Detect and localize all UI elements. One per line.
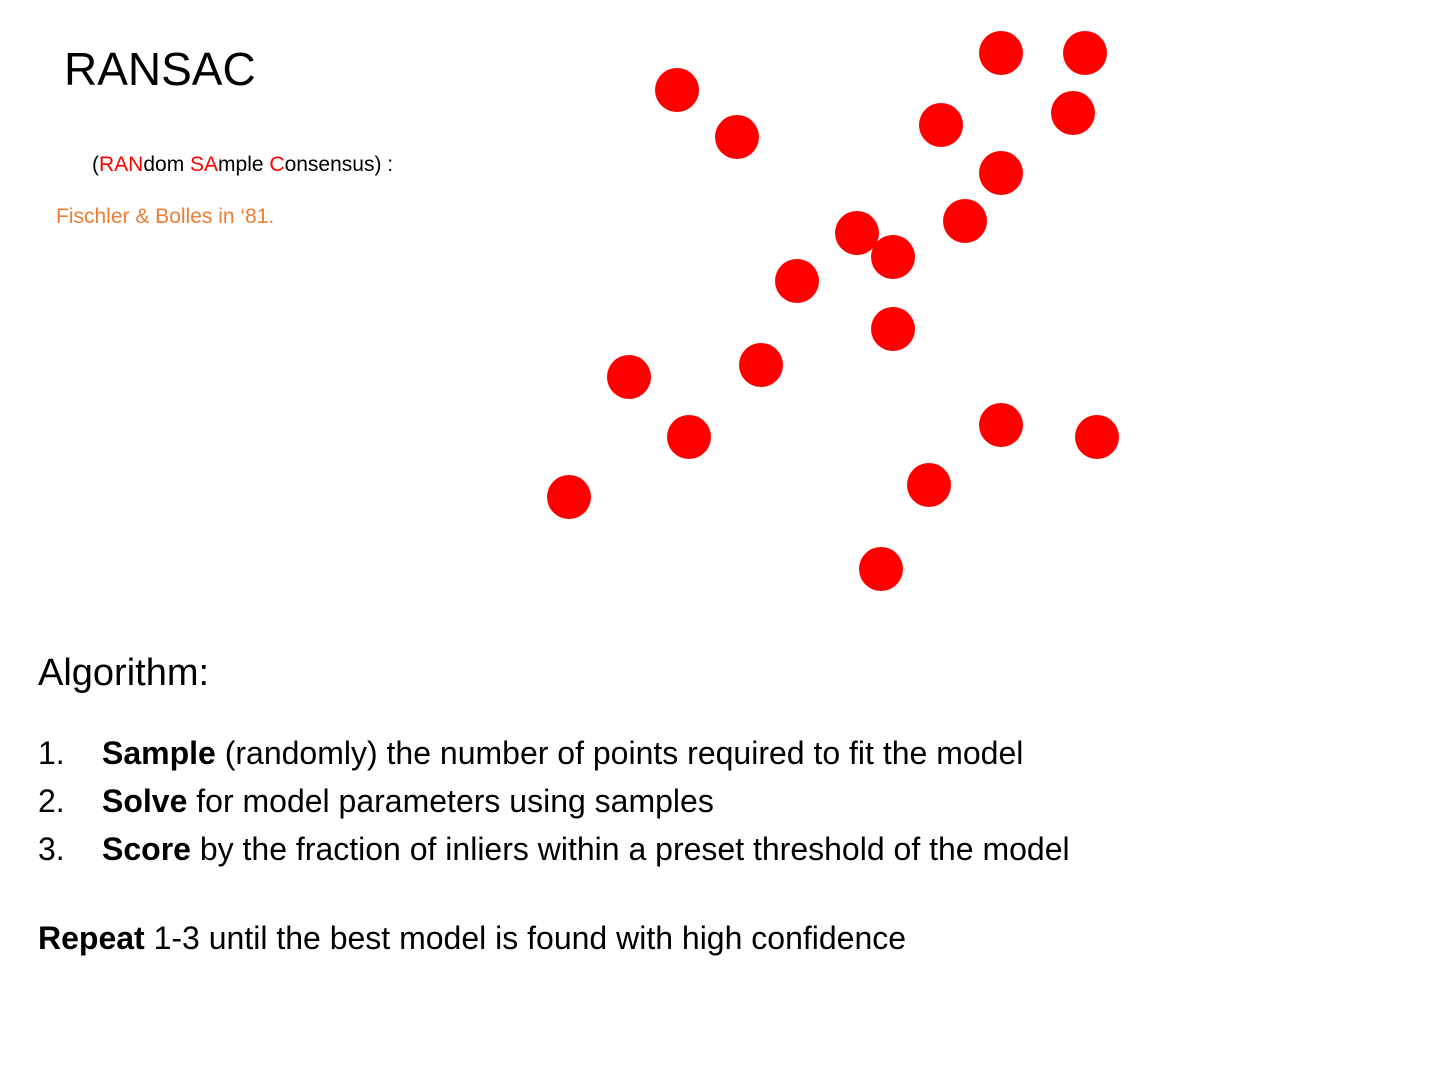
data-point <box>979 151 1023 195</box>
subtitle-highlight: RAN <box>99 153 144 176</box>
data-point <box>547 475 591 519</box>
step-description: for model parameters using samples <box>187 783 714 819</box>
slide-title: RANSAC <box>64 43 256 95</box>
algorithm-step <box>38 777 1070 825</box>
step-number: 2. <box>38 783 65 819</box>
repeat-keyword: Repeat <box>38 920 145 956</box>
step-keyword: Sample <box>102 735 216 771</box>
data-point <box>1075 415 1119 459</box>
data-point <box>715 115 759 159</box>
data-point <box>907 463 951 507</box>
subtitle-part: ( <box>92 153 99 176</box>
attribution: Fischler & Bolles in ‘81. <box>56 205 275 228</box>
data-point <box>667 415 711 459</box>
data-point <box>1051 91 1095 135</box>
data-point <box>775 259 819 303</box>
step-number: 3. <box>38 831 65 867</box>
data-point <box>919 103 963 147</box>
algorithm-step <box>38 825 1070 873</box>
step-keyword: Solve <box>102 783 188 819</box>
data-point <box>871 307 915 351</box>
step-description: (randomly) the number of points required to fit the model <box>215 735 1024 771</box>
algorithm-heading: Algorithm: <box>38 652 210 694</box>
data-point <box>655 68 699 112</box>
step-number: 1. <box>38 735 65 771</box>
data-point <box>871 235 915 279</box>
data-point <box>943 199 987 243</box>
step-text <box>102 729 1023 777</box>
data-point <box>835 211 879 255</box>
data-point <box>607 355 651 399</box>
data-point <box>1063 31 1107 75</box>
subtitle-highlight: C <box>269 153 285 176</box>
data-point <box>979 31 1023 75</box>
subtitle-part: onsensus) : <box>284 153 394 176</box>
algorithm-step <box>38 729 1070 777</box>
subtitle-part: mple <box>218 153 270 176</box>
subtitle-highlight: SA <box>190 153 219 176</box>
step-description: by the fraction of inliers within a preset threshold of the model <box>190 831 1070 867</box>
subtitle-part: dom <box>143 153 191 176</box>
data-point <box>979 403 1023 447</box>
data-point <box>859 547 903 591</box>
repeat-description: 1-3 until the best model is found with high confidence <box>144 920 907 956</box>
step-text <box>102 825 1070 873</box>
step-keyword: Score <box>102 831 191 867</box>
step-text <box>102 777 714 825</box>
repeat-instruction <box>38 920 906 957</box>
algorithm-steps <box>38 729 1070 873</box>
data-point <box>739 343 783 387</box>
